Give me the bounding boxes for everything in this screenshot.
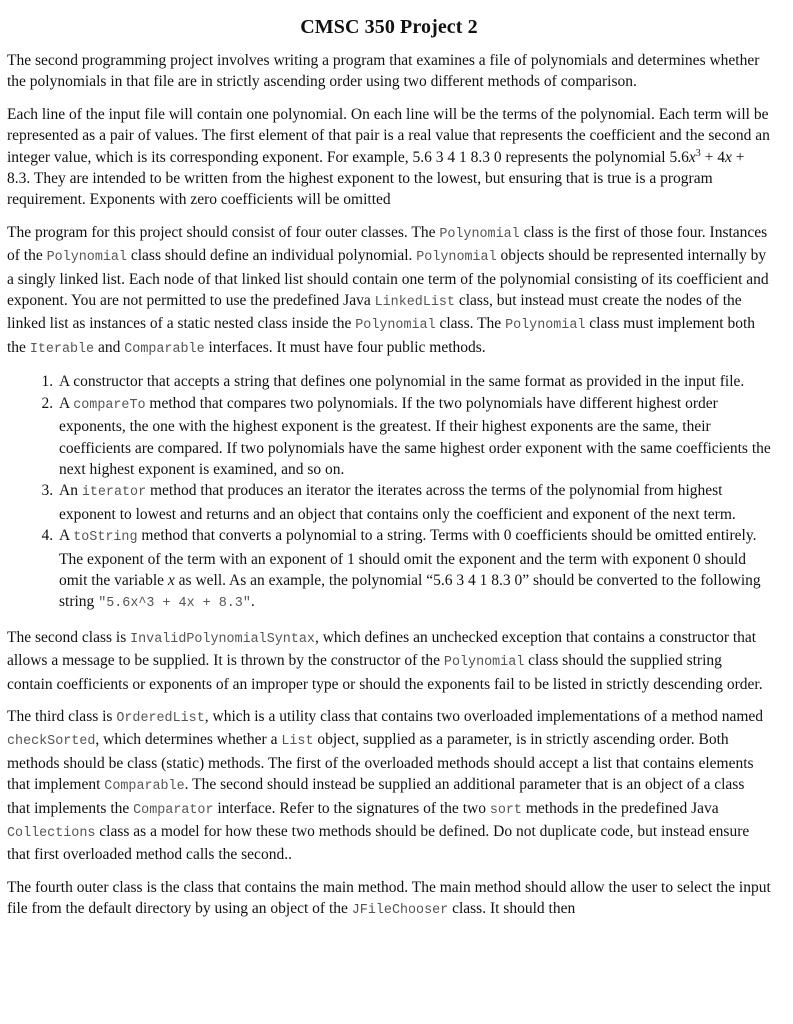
code-term: Polynomial [505,318,586,334]
text-run: class must implement both the [7,315,756,356]
text-run: The second class is [7,628,131,646]
code-term: "5.6x^3 + 4x + 8.3" [98,596,251,612]
text-run: An [59,482,82,500]
code-term: Comparable [104,779,185,795]
code-term: List [281,734,314,750]
paragraph-intro [7,50,771,93]
text-run: The third class is [7,707,117,725]
text-run: class should define an individual polynomial. [126,247,417,265]
text-run: , which is a utility class that contains two overloaded implementations of a method named [204,707,764,725]
text-run: method that compares two polynomials. If the two polynomials have different highest order exponents, the one with the highest exponent is the greatest. If their highest exponents are the same, their coefficients are compared. If two polynomials have the same highest order exponent with the same coefficients the next highest exponent is examined, and so on. [59,394,771,478]
text-run: methods in the predefined Java [521,799,719,817]
code-term: iterator [81,485,147,501]
code-term: Polynomial [46,250,127,266]
list-item [57,525,771,615]
paragraph-text: The second programming project involves writing a program that examines a file of polynomials and determines whether the polynomials in that file are in strictly ascending order using two different methods of comparison. [7,52,760,91]
paragraph-exception-class [7,627,771,695]
code-term: Comparator [133,802,214,818]
text-run: objects should be represented internally by a singly linked list. Each node of that linked list should contain one term of the polynomial consisting of its coefficient and exponent. You are not permitted to use the predefined Java [7,247,769,310]
paragraph-text: Each line of the input file will contain one polynomial. On each line will be the terms of the polynomial. Each term will be represented as a pair of values. The first element of that pair is a real value that represents the coefficient and the second an integer value, which is its corresponding exponent. For example, 5.6 3 4 1 8.3 0 represents the polynomial [7,105,770,166]
text-run: class should the supplied string contain coefficients or exponents of an improper type or should the exponents fail to be listed in strictly descending order. [7,652,763,693]
text-run: as well. As an example, the polynomial “5.6 3 4 1 8.3 0” should be converted to the following string [59,571,761,611]
paragraph-orderedlist-class [7,706,771,866]
code-term: OrderedList [116,710,205,726]
code-term: toString [73,530,138,546]
math-exponent: 3 [695,147,701,159]
code-term: Iterable [29,341,95,357]
math-coefficient: 5.6 [669,148,689,166]
text-run: method that converts a polynomial to a string. Terms with 0 coefficients should be omitted entirely. The exponent of the term with an exponent of 1 should omit the exponent and the term with exponent 0 should omit the variable [59,527,757,589]
text-run: A constructor that accepts a string that defines one polynomial in the same format as provided in the input file. [59,373,745,391]
math-variable: x [725,148,732,166]
list-item [57,393,771,481]
code-term: sort [489,802,522,818]
code-term: Polynomial [443,655,525,671]
text-run: object, supplied as a parameter, is in strictly ascending order. Both methods should be class (static) methods. The first of the overloaded methods should accept a list that contains elements that implement [7,731,754,794]
math-term: + 4 [700,148,725,166]
text-run: , which determines whether a [95,731,282,749]
paragraph-text: . They are intended to be written from the highest exponent to the lowest, but ensuring that is true is a program requirement. Exponents with zero coefficients will be omitted [7,170,713,209]
paragraph-polynomial-class [7,222,771,360]
code-term: compareTo [73,397,146,413]
methods-list [7,371,771,614]
text-run: class, but instead must create the nodes of the linked list as instances of a static nested class inside the [7,292,742,333]
code-term: Polynomial [416,250,497,266]
paragraph-input-format [7,104,771,211]
text-run: The program for this project should consist of four outer classes. The [7,223,440,241]
text-run: A [59,527,74,545]
code-term: LinkedList [374,295,455,311]
text-run: and [94,338,125,356]
list-item [57,480,771,525]
text-run: class as a model for how these two methods should be defined. Do not duplicate code, but instead ensure that first overloaded method calls the second.. [7,823,750,864]
math-variable: x [688,148,696,166]
list-item [57,371,771,392]
math-variable: x [167,571,175,589]
text-run: class. It should then [448,900,576,918]
text-run: class is the first of those four. Instances of the [7,223,768,265]
text-run: interfaces. It must have four public methods. [204,338,486,356]
code-term: Polynomial [439,226,520,242]
text-run: class. The [435,315,506,333]
text-run: . The second should instead be supplied an additional parameter that is an object of a class that implements the [7,776,745,817]
code-term: checkSorted [7,734,96,750]
text-run: . [250,593,255,611]
text-run: interface. Refer to the signatures of the two [213,799,490,817]
text-run: The fourth outer class is the class that contains the main method. The main method should allow the user to select the input file from the default directory by using an object of the [7,878,771,918]
text-run: method that produces an iterator the iterates across the terms of the polynomial from highest exponent to lowest and returns and an object that contains only the coefficient and exponent of the next term. [59,482,736,523]
code-term: Collections [7,826,96,841]
page-title: CMSC 350 Project 2 [300,16,478,38]
code-term: InvalidPolynomialSyntax [130,631,315,647]
math-term: + 8.3 [7,148,745,188]
text-run: , which defines an unchecked exception that contains a constructor that allows a message to be supplied. It is thrown by the constructor of the [7,628,757,670]
text-run: A [59,394,74,412]
code-term: Comparable [124,341,205,357]
code-term: JFileChooser [351,903,449,919]
code-term: Polynomial [355,318,436,334]
paragraph-main-class [7,877,771,922]
